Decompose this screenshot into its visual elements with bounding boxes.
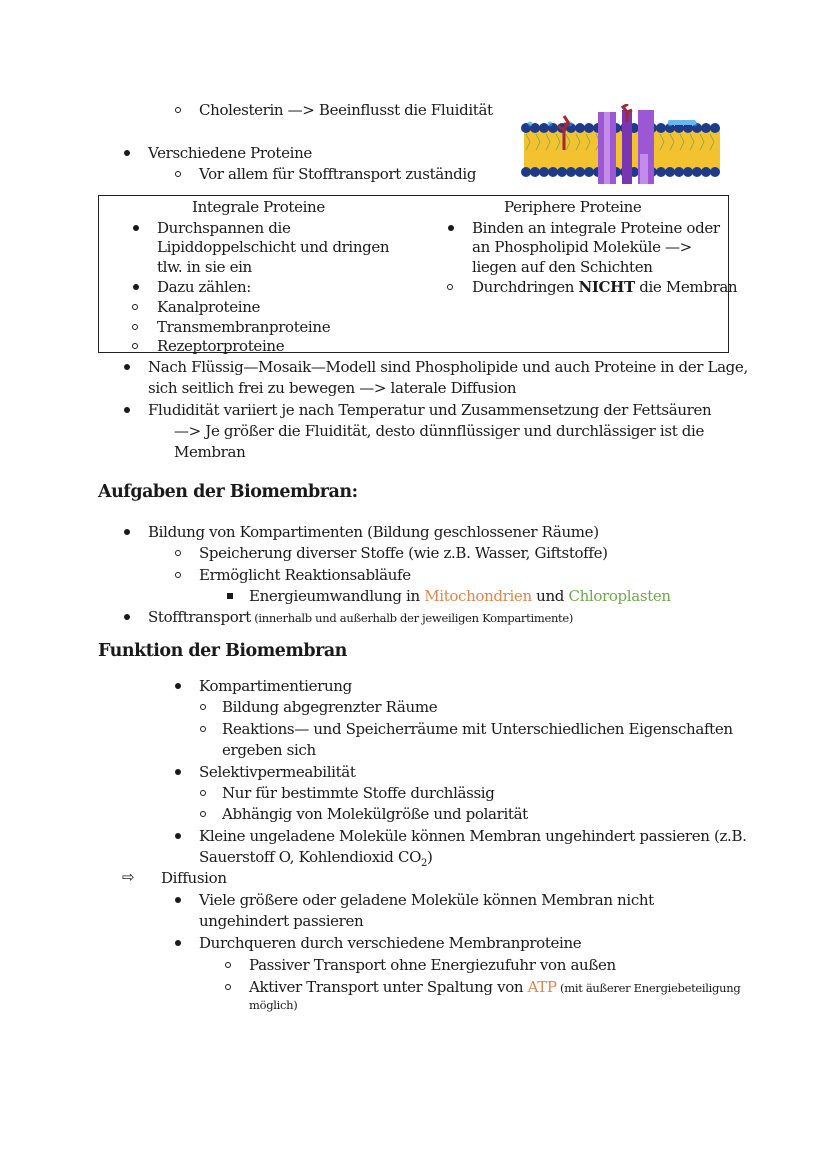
text-part: Durchdringen [472,278,579,296]
bullet [124,529,130,535]
funktion-item: ergeben sich [222,741,316,759]
periphere-item: an Phospholipid Moleküle —> [472,238,692,256]
membrane-illustration [520,104,724,186]
bullet [175,833,181,839]
circle-bullet [200,811,206,817]
circle-bullet [132,324,138,330]
integrale-item: Rezeptorproteine [157,337,285,355]
heading-funktion: Funktion der Biomembran [98,641,347,661]
periphere-title: Periphere Proteine [504,198,642,216]
bullet [175,897,181,903]
fluid-mosaic-text: sich seitlich frei zu bewegen —> laterale Diffusion [148,379,517,397]
funktion-item-gases [199,847,433,874]
fluiditaet-text: Membran [174,443,246,461]
circle-bullet [447,284,453,290]
small-note: (innerhalb und außerhalb der jeweiligen Kompartimente) [250,611,574,625]
text-part: die Membran [634,278,738,296]
circle-bullet [200,790,206,796]
funktion-item: Bildung abgegrenzter Räume [222,698,438,716]
funktion-item: Reaktions— und Speicherräume mit Unterschiedlichen Eigenschaften [222,720,733,738]
funktion-item: ungehindert passieren [199,912,364,930]
integrale-item: Lipiddoppelschicht und dringen [157,238,390,256]
funktion-item: Nur für bestimmte Stoffe durchlässig [222,784,495,802]
circle-bullet [225,984,231,990]
circle-bullet [132,343,138,349]
diffusion-label: Diffusion [161,869,227,887]
bullet [124,614,130,620]
funktion-item: Passiver Transport ohne Energiezufuhr von außen [249,956,616,974]
fluid-mosaic-text: Nach Flüssig—Mosaik—Modell sind Phospholipide und auch Proteine in der Lage, [148,358,748,376]
text-part: Aktiver Transport unter Spaltung von [249,978,528,996]
proteine-text: Verschiedene Proteine [148,144,312,162]
circle-bullet [175,550,181,556]
funktion-item: Viele größere oder geladene Moleküle können Membran nicht [199,891,654,909]
bold-nicht: NICHT [578,278,635,296]
integrale-title: Integrale Proteine [192,198,325,216]
periphere-item-nicht [472,277,737,297]
bullet [175,940,181,946]
bullet [175,769,181,775]
bullet [124,407,130,413]
bullet [448,225,454,231]
periphere-item: liegen auf den Schichten [472,258,653,276]
aufgaben-item: Ermöglicht Reaktionsabläufe [199,566,411,584]
aufgaben-item-energie [249,586,671,606]
heading-aufgaben: Aufgaben der Biomembran: [98,482,358,502]
cholesterin-text: Cholesterin —> Beeinflusst die Fluidität [199,101,493,119]
square-bullet [227,593,233,599]
bullet [133,284,139,290]
text-part: und [531,587,569,605]
text-part: Sauerstoff O, Kohlendioxid CO [199,848,422,866]
text-part: ) [427,848,433,866]
text-part: Stofftransport [148,608,251,626]
subscript: 2 [421,858,428,869]
integrale-item: Dazu zählen: [157,278,251,296]
circle-bullet [175,572,181,578]
bullet [175,683,181,689]
circle-bullet [225,962,231,968]
integrale-item: Durchspannen die [157,219,291,237]
integrale-item: tlw. in sie ein [157,258,252,276]
arrow-right-icon: ⇨ [122,868,135,886]
bullet [124,364,130,370]
funktion-item: Abhängig von Molekülgröße und polarität [222,805,528,823]
small-note: möglich) [249,998,298,1012]
circle-bullet [175,107,181,113]
proteine-sub-text: Vor allem für Stofftransport zuständig [199,165,477,183]
funktion-item-atp [249,977,740,998]
circle-bullet [200,704,206,710]
aufgaben-item: Bildung von Kompartimenten (Bildung geschlossener Räume) [148,523,599,541]
periphere-item: Binden an integrale Proteine oder [472,219,720,237]
funktion-item: Kompartimentierung [199,677,352,695]
integrale-item: Kanalproteine [157,298,261,316]
funktion-item: Durchqueren durch verschiedene Membranproteine [199,934,582,952]
fluiditaet-text: Fludidität variiert je nach Temperatur und Zusammensetzung der Fettsäuren [148,401,712,419]
bullet [133,225,139,231]
funktion-item: Kleine ungeladene Moleküle können Membran ungehindert passieren (z.B. [199,827,747,845]
chloroplasten-text: Chloroplasten [568,587,671,605]
mitochondrien-text: Mitochondrien [424,587,532,605]
fluiditaet-text: —> Je größer die Fluidität, desto dünnflüssiger und durchlässiger ist die [174,422,705,440]
bullet [124,150,130,156]
circle-bullet [200,726,206,732]
text-part: Energieumwandlung in [249,587,425,605]
atp-text: ATP [527,978,557,996]
small-note: (mit äußerer Energiebeteiligung [556,981,741,995]
integrale-item: Transmembranproteine [157,318,331,336]
aufgaben-item: Speicherung diverser Stoffe (wie z.B. Wasser, Giftstoffe) [199,544,608,562]
circle-bullet [175,171,181,177]
circle-bullet [132,304,138,310]
funktion-item: Selektivpermeabilität [199,763,356,781]
stofftransport-item [148,607,573,628]
